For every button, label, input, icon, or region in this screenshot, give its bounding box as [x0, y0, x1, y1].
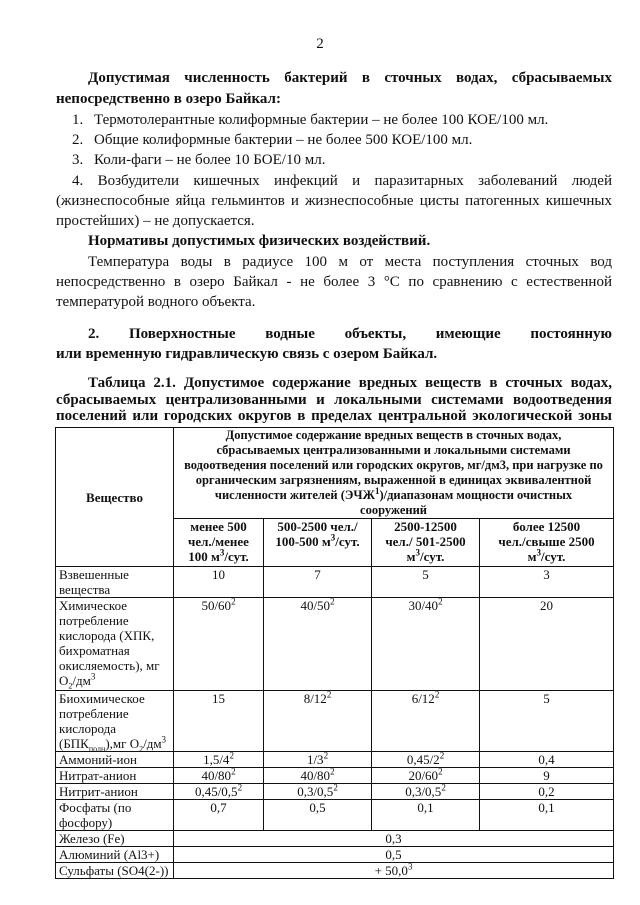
table-cell: $40/80^2$ — [264, 768, 372, 784]
table-title-line1: Таблица 2.1. Допустимое содержание вредных веществ в сточных водах, — [88, 375, 612, 391]
subheader-capacity-2: 500-2500 чел./ 100-500 $м^3$/сут. — [264, 519, 372, 567]
table-cell: $1,5/4^2$ — [174, 752, 264, 768]
substance-name: Химическое потребление кислорода (ХПК, бихроматная окисляемость), мг $О_2/дм^3$ — [56, 598, 174, 691]
table-cell: $40/50^2$ — [264, 598, 372, 691]
table-cell: 15 — [174, 691, 264, 752]
table-row — [56, 847, 614, 863]
substance-name: Железо (Fe) — [56, 831, 174, 847]
temperature-line1: Температура воды в радиусе 100 м от места поступления сточных вод — [88, 254, 612, 270]
substance-name: Биохимическое потребление кислорода $(БПК_{полн}),мг$ $О_2/дм^3$ — [56, 691, 174, 752]
table-row — [56, 800, 614, 831]
table-cell-merged: + $50,0^3$ — [174, 863, 614, 879]
temperature-line2: непосредственно в озеро Байкал - не более 3 °С по сравнению с естественной — [56, 274, 612, 290]
table-cell: $1/3^2$ — [264, 752, 372, 768]
list-item: 1. Термотолерантные колиформные бактерии – не более 100 КОЕ/100 мл. — [72, 112, 549, 128]
page-number: 2 — [316, 36, 324, 52]
table-title-line2: сбрасываемых централизованными и локальными системами водоотведения — [56, 392, 612, 408]
table-row — [56, 863, 614, 879]
list-item: 2. Общие колиформные бактерии – не более 500 КОЕ/100 мл. — [72, 132, 473, 148]
substance-name: Нитрат-анион — [56, 768, 174, 784]
table-cell: 3 — [480, 567, 614, 598]
table-row — [56, 784, 614, 800]
table-cell: $0,45/0,5^2$ — [174, 784, 264, 800]
table-row — [56, 768, 614, 784]
substance-name: Аммоний-ион — [56, 752, 174, 768]
table-cell: $8/12^2$ — [264, 691, 372, 752]
table-cell: 0,5 — [264, 800, 372, 831]
table-cell: $6/12^2$ — [372, 691, 480, 752]
table-row — [56, 752, 614, 768]
bacteria-heading-line1: Допустимая численность бактерий в сточных водах, сбрасываемых — [88, 70, 612, 86]
surface-waters-heading-line2: или временную гидравлическую связь с озером Байкал. — [56, 346, 438, 362]
table-cell: $30/40^2$ — [372, 598, 480, 691]
table-cell: 0,7 — [174, 800, 264, 831]
bacteria-heading-line2: непосредственно в озеро Байкал: — [56, 91, 281, 107]
table-row — [56, 598, 614, 691]
list-item: 3. Коли-фаги – не более 10 БОЕ/10 мл. — [72, 152, 326, 168]
table-cell: $0,3/0,5^2$ — [264, 784, 372, 800]
substance-name: Взвешенные вещества — [56, 567, 174, 598]
substance-name: Сульфаты (SO4(2-)) — [56, 863, 174, 879]
table-cell: $20/60^2$ — [372, 768, 480, 784]
table-cell: $40/80^2$ — [174, 768, 264, 784]
table-cell: 0,1 — [480, 800, 614, 831]
table-row — [56, 691, 614, 752]
subheader-capacity-1: менее 500 чел./менее 100 $м^3$/сут. — [174, 519, 264, 567]
substance-name: Алюминий (Al3+) — [56, 847, 174, 863]
list-item-4-line3: простейших) – не допускается. — [56, 213, 255, 229]
table-cell: 7 — [264, 567, 372, 598]
table-row — [56, 831, 614, 847]
substance-name: Нитрит-анион — [56, 784, 174, 800]
col-header-main: Допустимое содержание вредных веществ в сточных водах, сбрасываемых централизованными и локальными системами водоотведения поселений или городских округов, мг/дм3, при нагрузке по органическим загрязнениям, выраженной в единицах эквивалентной численности жителей (ЭЧЖ$^1$)/диапазонам мощности очистных сооружений — [174, 428, 614, 519]
temperature-line3: температурой водного объекта. — [56, 294, 256, 310]
table-cell-merged: 0,5 — [174, 847, 614, 863]
table-cell: $0,3/0,5^2$ — [372, 784, 480, 800]
surface-waters-heading-line1: 2. Поверхностные водные объекты, имеющие постоянную — [88, 326, 612, 342]
table-cell: 0,4 — [480, 752, 614, 768]
col-header-substance: Вещество — [56, 428, 174, 567]
list-item-4-line1: 4. Возбудители кишечных инфекций и паразитарных заболеваний людей — [72, 173, 612, 189]
list-item-4-line2: (жизнеспособные яйца гельминтов и жизнеспособные цисты патогенных кишечных — [56, 193, 612, 209]
substance-name: Фосфаты (по фосфору) — [56, 800, 174, 831]
table-cell: 0,2 — [480, 784, 614, 800]
subheader-capacity-3: 2500-12500 чел./ 501-2500 $м^3$/сут. — [372, 519, 480, 567]
table-title-line3: поселений или городских округов в пределах центральной экологической зоны — [56, 408, 612, 424]
subheader-capacity-4: более 12500 чел./свыше 2500 $м^3$/сут. — [480, 519, 614, 567]
table-cell: 20 — [480, 598, 614, 691]
table-cell: 5 — [372, 567, 480, 598]
table-cell-merged: 0,3 — [174, 831, 614, 847]
table-cell: 0,1 — [372, 800, 480, 831]
table-cell: $50/60^2$ — [174, 598, 264, 691]
table-cell: 10 — [174, 567, 264, 598]
pollutants-table — [55, 427, 614, 879]
table-cell: 5 — [480, 691, 614, 752]
table-cell: 9 — [480, 768, 614, 784]
table-cell: $0,45/2^2$ — [372, 752, 480, 768]
physical-norms-heading: Нормативы допустимых физических воздействий. — [88, 233, 431, 249]
table-row — [56, 567, 614, 598]
